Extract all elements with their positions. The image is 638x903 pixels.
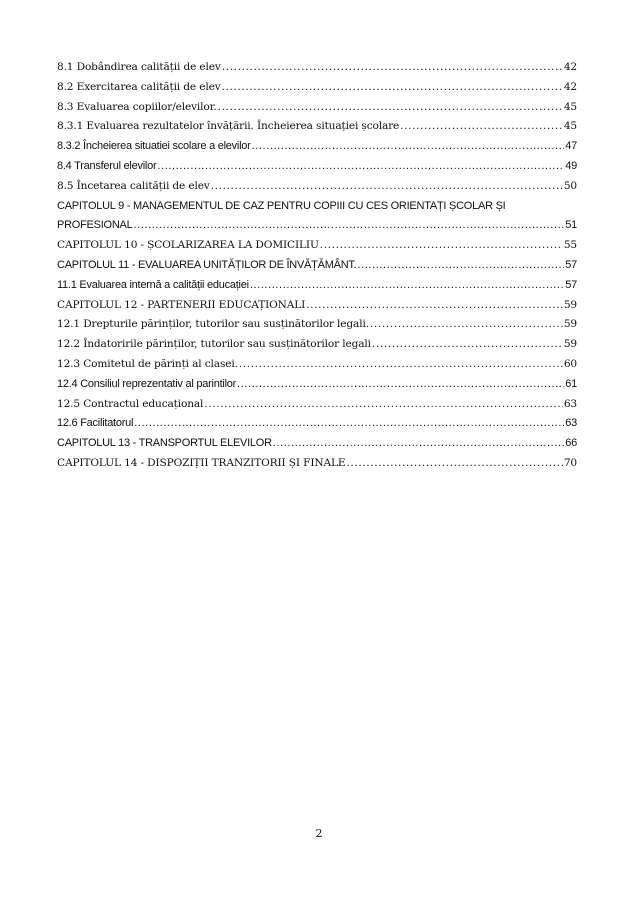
toc-entry[interactable]	[57, 78, 577, 98]
toc-entry[interactable]	[57, 157, 577, 177]
toc-entry-page: 59	[563, 318, 577, 331]
toc-entry[interactable]	[57, 276, 577, 296]
toc-entry[interactable]	[57, 256, 577, 276]
toc-entry-title: 8.3.2 Încheierea situatiei scolare a elevilor	[57, 140, 251, 153]
dot-leader	[218, 98, 563, 118]
toc-entry[interactable]	[57, 395, 577, 415]
toc-entry-page: 59	[563, 298, 577, 311]
dot-leader	[357, 256, 564, 276]
toc-entry-page: 63	[565, 417, 577, 430]
toc-entry-title: CAPITOLUL 9 - MANAGEMENTUL DE CAZ PENTRU COPIII CU CES ORIENTAȚI ȘCOLAR ȘI	[57, 199, 506, 212]
toc-entry-title-continued: PROFESIONAL	[57, 219, 133, 232]
dot-leader	[239, 355, 563, 375]
toc-entry[interactable]	[57, 454, 577, 474]
toc-entry-page: 50	[563, 179, 577, 192]
toc-entry-title: 8.4 Transferul elevilor	[57, 159, 157, 172]
toc-entry-title: CAPITOLUL 11 - EVALUAREA UNITĂȚILOR DE ÎNVĂȚĂMÂNT.	[57, 258, 357, 271]
table-of-contents	[57, 58, 577, 474]
toc-entry-page: 47	[565, 140, 577, 153]
dot-leader	[222, 58, 563, 78]
toc-entry[interactable]	[57, 355, 577, 375]
dot-leader	[157, 157, 564, 177]
toc-entry-title: 8.5 Încetarea calității de elev	[57, 179, 210, 192]
toc-entry-title: CAPITOLUL 12 - PARTENERII EDUCAȚIONALI	[57, 298, 306, 311]
toc-entry[interactable]	[57, 315, 577, 335]
toc-entry-title: CAPITOLUL 14 - DISPOZIȚII TRANZITORII ȘI FINALE	[57, 456, 346, 469]
dot-leader	[400, 117, 563, 137]
toc-entry-page: 57	[565, 258, 577, 271]
toc-entry[interactable]	[57, 236, 577, 256]
dot-leader	[252, 137, 565, 157]
toc-entry-page: 66	[565, 437, 577, 450]
toc-entry-title: 12.3 Comitetul de părinți al clasei.	[57, 357, 238, 370]
toc-entry-page: 55	[563, 239, 577, 252]
dot-leader	[372, 335, 563, 355]
toc-entry-page: 63	[563, 397, 577, 410]
toc-entry-page: 42	[563, 61, 577, 73]
toc-entry-title: 8.3 Evaluarea copiilor/elevilor.	[57, 100, 217, 113]
toc-entry-page: 59	[563, 338, 577, 351]
toc-entry-title: 12.2 Îndatoririle părinților, tutorilor sau susținătorilor legali	[57, 338, 371, 351]
toc-entry[interactable]	[57, 177, 577, 197]
dot-leader	[320, 236, 563, 256]
toc-entry-title: 8.2 Exercitarea calității de elev	[57, 80, 221, 93]
toc-entry-page: 61	[565, 377, 577, 390]
toc-entry-title: CAPITOLUL 13 - TRANSPORTUL ELEVILOR	[57, 437, 272, 450]
dot-leader	[273, 434, 564, 454]
toc-entry[interactable]	[57, 58, 577, 78]
toc-entry-title: 12.1 Drepturile părinților, tutorilor sau susținătorilor legali.	[57, 318, 369, 331]
toc-entry-page: 57	[565, 278, 577, 291]
dot-leader	[346, 454, 562, 474]
toc-entry-page: 45	[563, 100, 577, 113]
dot-leader	[250, 276, 564, 296]
toc-entry-title: 12.6 Facilitatorul	[57, 417, 134, 430]
dot-leader	[134, 414, 564, 434]
toc-entry[interactable]	[57, 197, 577, 237]
toc-entry-page: 42	[563, 80, 577, 93]
toc-entry-title: 12.5 Contractul educațional	[57, 397, 204, 410]
toc-entry-page: 45	[563, 120, 577, 133]
toc-entry[interactable]	[57, 414, 577, 434]
toc-entry[interactable]	[57, 137, 577, 157]
dot-leader	[237, 375, 564, 395]
toc-entry-title: 12.4 Consiliul reprezentativ al parintilor	[57, 377, 237, 390]
toc-entry[interactable]	[57, 296, 577, 316]
toc-entry-page: 70	[563, 456, 577, 469]
toc-entry-title: CAPITOLUL 10 - ȘCOLARIZAREA LA DOMICILIU	[57, 239, 319, 252]
toc-entry-page: 49	[565, 159, 577, 172]
toc-entry-title: 8.1 Dobândirea calității de elev	[57, 61, 221, 73]
page-number: 2	[315, 827, 323, 840]
toc-entry-page: 60	[563, 357, 577, 370]
dot-leader	[370, 315, 563, 335]
toc-entry[interactable]	[57, 98, 577, 118]
toc-entry[interactable]	[57, 434, 577, 454]
toc-entry[interactable]	[57, 335, 577, 355]
toc-entry-title: 11.1 Evaluarea internă a calității educației	[57, 278, 249, 291]
toc-entry-title: 8.3.1 Evaluarea rezultatelor învățării. Încheierea situației școlare	[57, 120, 400, 133]
toc-entry-page: 51	[565, 219, 577, 232]
dot-leader	[306, 296, 563, 316]
toc-entry[interactable]	[57, 375, 577, 395]
dot-leader	[211, 177, 563, 197]
dot-leader	[222, 78, 563, 98]
toc-entry[interactable]	[57, 117, 577, 137]
dot-leader	[204, 395, 563, 415]
dot-leader	[134, 216, 565, 236]
